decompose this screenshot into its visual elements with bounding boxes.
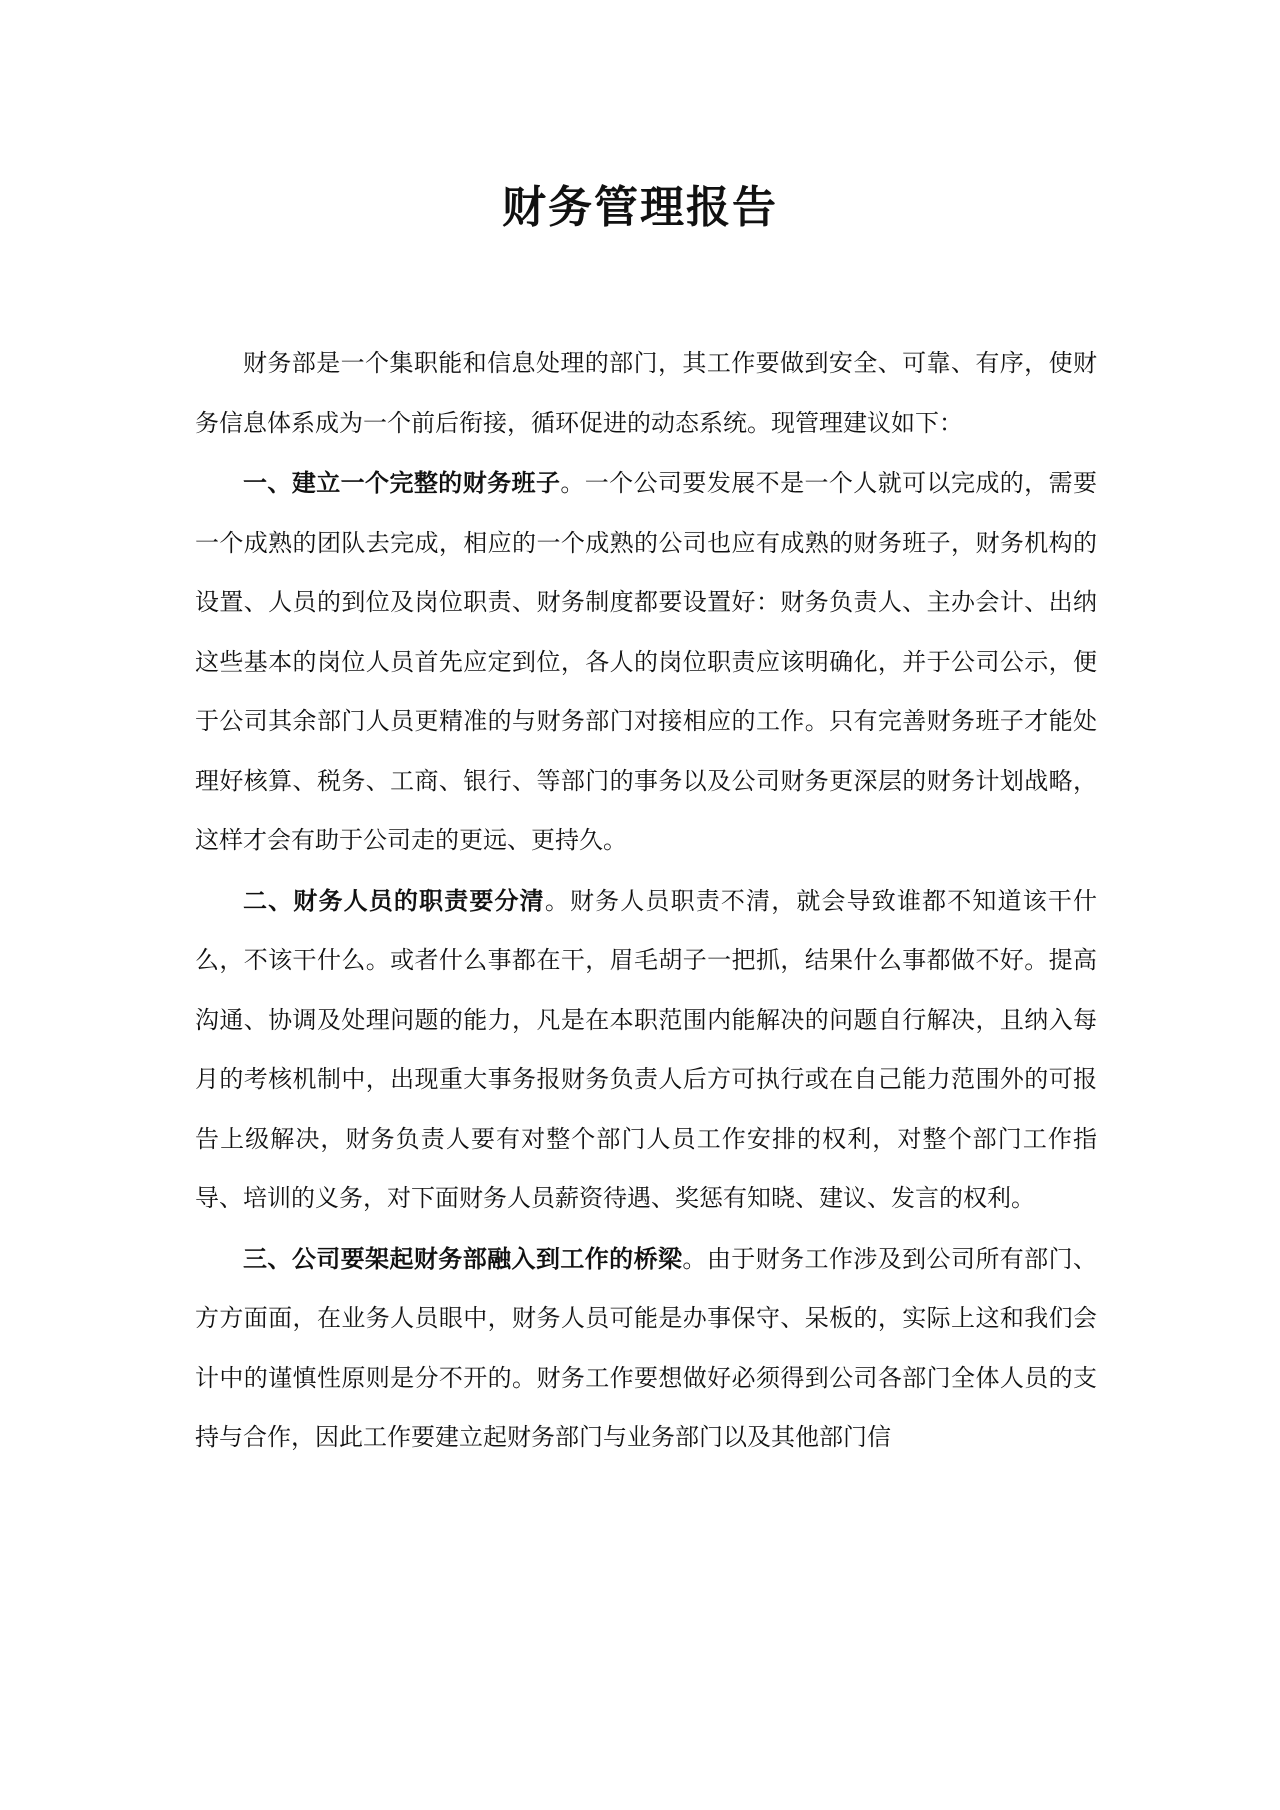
section-1-text: 。一个公司要发展不是一个人就可以完成的，需要一个成熟的团队去完成，相应的一个成熟的公司也应有成熟的财务班子，财务机构的设置、人员的到位及岗位职责、财务制度都要设置好：财务负责人、主办会计、出纳这些基本的岗位人员首先应定到位，各人的岗位职责应该明确化，并于公司公示，便于公司其余部门人员更精准的与财务部门对接相应的工作。只有完善财务班子才能处理好核算、税务、工商、银行、等部门的事务以及公司财务更深层的财务计划战略，这样才会有助于公司走的更远、更持久。 bbox=[195, 469, 1098, 854]
document-body bbox=[195, 334, 1097, 1468]
section-3-paragraph bbox=[195, 1229, 1097, 1468]
section-2-text: 。财务人员职责不清，就会导致谁都不知道该干什么，不该干什么。或者什么事都在干，眉毛胡子一把抓，结果什么事都做不好。提高沟通、协调及处理问题的能力，凡是在本职范围内能解决的问题自行解决，且纳入每月的考核机制中，出现重大事务报财务负责人后方可执行或在自己能力范围外的可报告上级解决，财务负责人要有对整个部门人员工作安排的权利，对整个部门工作指导、培训的义务，对下面财务人员薪资待遇、奖惩有知晓、建议、发言的权利。 bbox=[195, 886, 1098, 1212]
intro-paragraph: 财务部是一个集职能和信息处理的部门，其工作要做到安全、可靠、有序，使财务信息体系成为一个前后衔接，循环促进的动态系统。现管理建议如下： bbox=[195, 349, 1097, 437]
section-1-heading: 一、建立一个完整的财务班子 bbox=[243, 468, 561, 497]
section-1-paragraph bbox=[195, 453, 1097, 871]
document-title: 财务管理报告 bbox=[502, 182, 778, 233]
section-2-heading: 二、财务人员的职责要分清 bbox=[243, 885, 545, 915]
section-2-paragraph bbox=[195, 871, 1097, 1229]
section-3-text: 。由于财务工作涉及到公司所有部门、方方面面，在业务人员眼中，财务人员可能是办事保守、呆板的，实际上这和我们会计中的谨慎性原则是分不开的。财务工作要想做好必须得到公司各部门全体人员的支持与合作，因此工作要建立起财务部门与业务部门以及其他部门信 bbox=[195, 1244, 1098, 1451]
section-3-heading: 三、公司要架起财务部融入到工作的桥梁 bbox=[243, 1243, 683, 1273]
